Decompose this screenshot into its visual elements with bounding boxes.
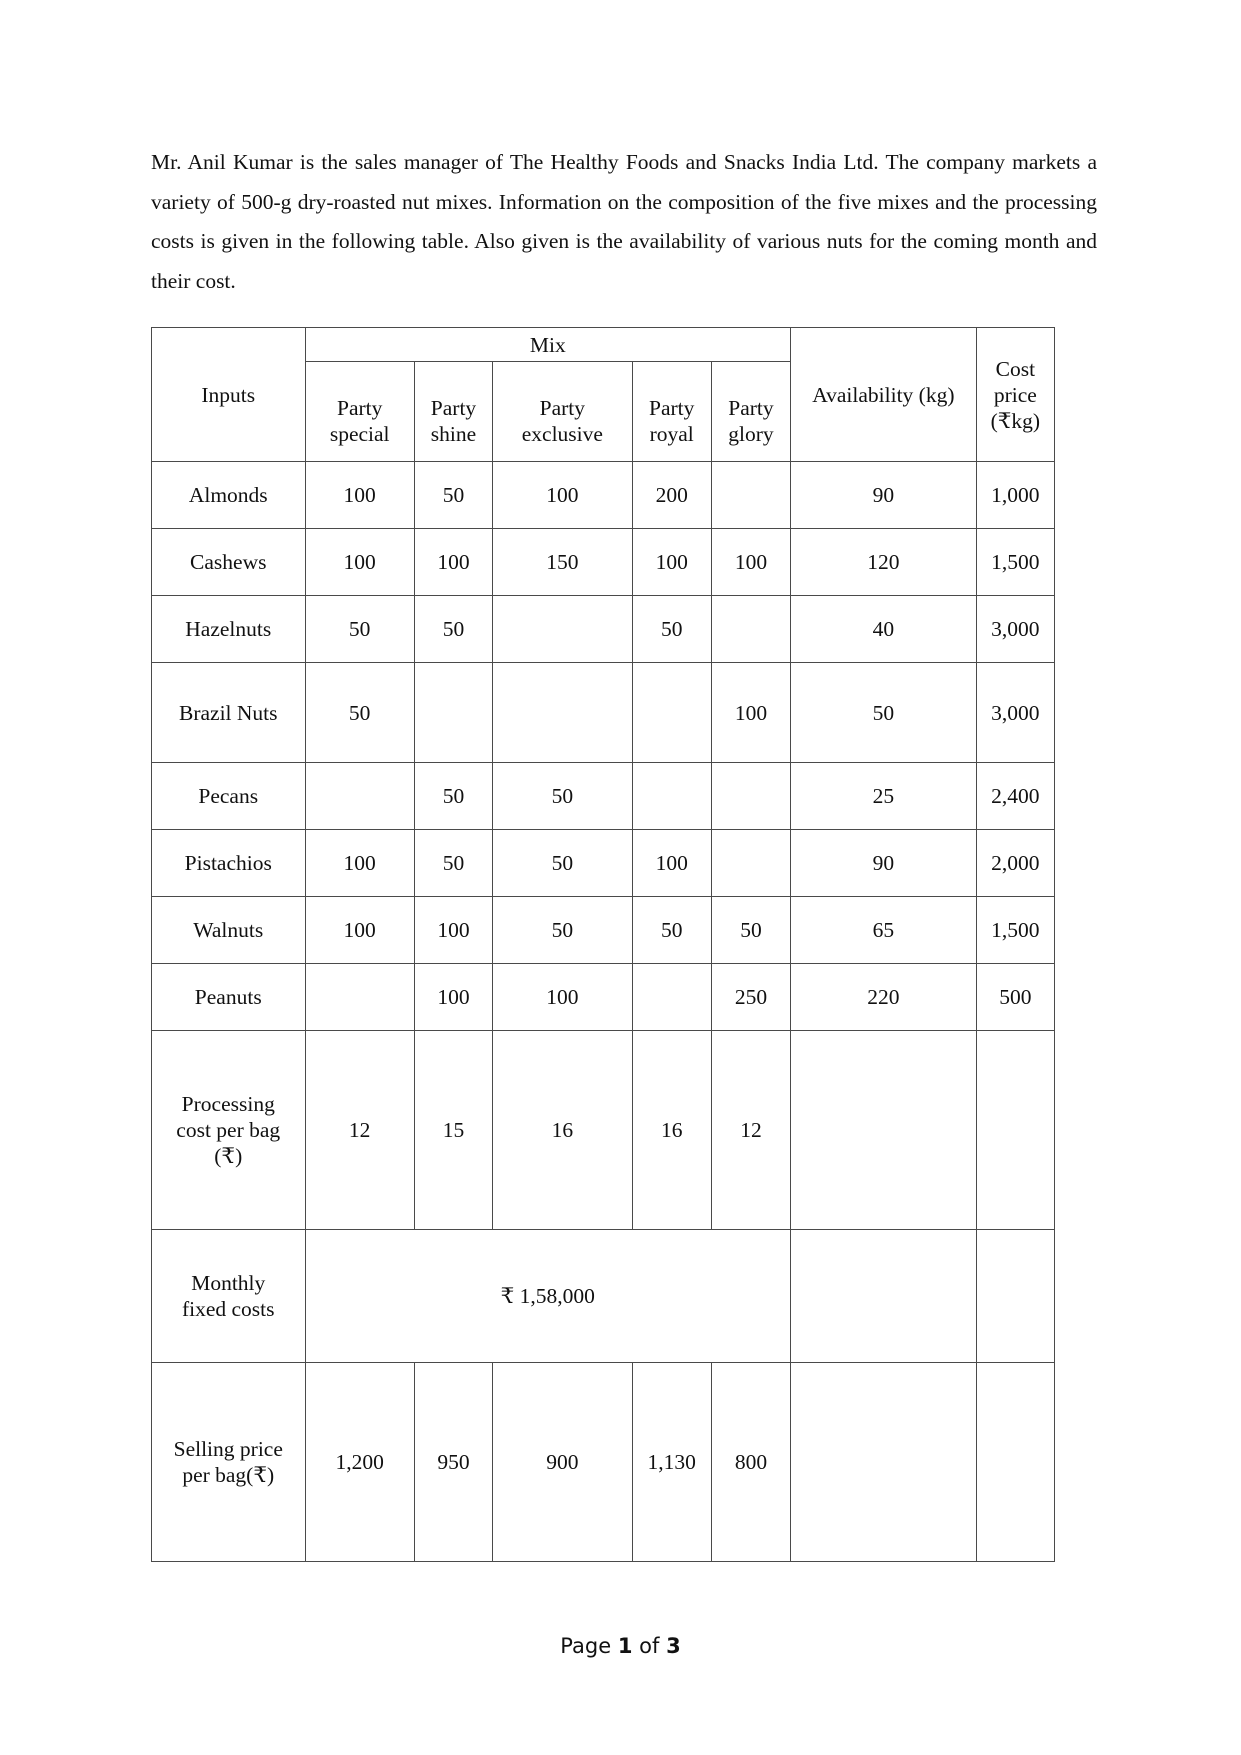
table-row-walnuts <box>152 897 1055 964</box>
cell-empty <box>976 1031 1054 1230</box>
mix-name-line1: Party <box>430 395 477 420</box>
cell-value <box>493 596 632 663</box>
cell-availability: 50 <box>791 663 977 763</box>
cell-value <box>632 763 711 830</box>
cell-value: 100 <box>711 663 790 763</box>
cell-value: 50 <box>414 462 492 529</box>
mix-name-line1: Party <box>728 395 774 420</box>
intro-paragraph: Mr. Anil Kumar is the sales manager of The Healthy Foods and Snacks India Ltd. The company markets a variety of 500-g dry-roasted nut mixes. Information on the composition of the five mixes and the processing costs is given in the following table. Also given is the availability of various nuts for the coming month and their cost. <box>151 150 1097 293</box>
cell-value: 100 <box>493 964 632 1031</box>
row-label: Peanuts <box>152 964 306 1031</box>
cell-availability: 40 <box>791 596 977 663</box>
cell-value: 100 <box>711 529 790 596</box>
cell-value: 100 <box>632 830 711 897</box>
mix-name-line2: exclusive <box>521 421 603 446</box>
row-label: Hazelnuts <box>152 596 306 663</box>
cell-value: 12 <box>711 1031 790 1230</box>
header-inputs: Inputs <box>152 328 306 462</box>
label-line3: (₹) <box>214 1144 243 1168</box>
cell-availability: 25 <box>791 763 977 830</box>
cell-value: 100 <box>305 529 414 596</box>
mix-name-line2: shine <box>430 421 477 446</box>
cell-value: 800 <box>711 1363 790 1562</box>
cell-value <box>305 763 414 830</box>
cell-value: 200 <box>632 462 711 529</box>
cell-value: 50 <box>414 830 492 897</box>
table-row-brazil-nuts <box>152 663 1055 763</box>
mix-name-line2: glory <box>728 421 774 446</box>
cell-value: 12 <box>305 1031 414 1230</box>
cell-cost: 3,000 <box>976 663 1054 763</box>
label-line1: Processing <box>181 1092 275 1116</box>
cell-cost: 1,500 <box>976 529 1054 596</box>
footer-current-page: 1 <box>617 1634 633 1658</box>
cell-value: 100 <box>493 462 632 529</box>
page-footer <box>0 1634 1241 1658</box>
cell-value: 100 <box>632 529 711 596</box>
header-mix-party-exclusive <box>493 362 632 462</box>
table-row-cashews <box>152 529 1055 596</box>
cell-value: 50 <box>493 897 632 964</box>
cell-fixed-cost-value: ₹ 1,58,000 <box>305 1230 791 1363</box>
cell-value: 50 <box>493 830 632 897</box>
row-label-processing <box>152 1031 306 1230</box>
cell-availability: 90 <box>791 830 977 897</box>
row-label-selling <box>152 1363 306 1562</box>
cell-value: 50 <box>632 897 711 964</box>
footer-total-pages: 3 <box>666 1634 681 1658</box>
cell-value: 16 <box>632 1031 711 1230</box>
cell-value: 1,200 <box>305 1363 414 1562</box>
mix-name-line1: Party <box>539 395 586 420</box>
row-label: Brazil Nuts <box>152 663 306 763</box>
cell-value: 1,130 <box>632 1363 711 1562</box>
cell-value <box>711 830 790 897</box>
cell-value: 100 <box>414 964 492 1031</box>
cell-cost: 2,000 <box>976 830 1054 897</box>
row-label: Pecans <box>152 763 306 830</box>
table-row-fixed-costs <box>152 1230 1055 1363</box>
row-label: Cashews <box>152 529 306 596</box>
cell-value: 100 <box>414 529 492 596</box>
cell-value: 50 <box>414 596 492 663</box>
cell-value: 50 <box>711 897 790 964</box>
cell-cost: 3,000 <box>976 596 1054 663</box>
header-mix-party-royal <box>632 362 711 462</box>
header-cost-line2: price <box>993 382 1037 407</box>
table-row-peanuts <box>152 964 1055 1031</box>
header-cost-line1: Cost <box>995 356 1036 381</box>
table-row-pistachios <box>152 830 1055 897</box>
cell-empty <box>976 1363 1054 1562</box>
cell-value: 15 <box>414 1031 492 1230</box>
cell-value: 50 <box>414 763 492 830</box>
row-label: Pistachios <box>152 830 306 897</box>
cell-empty <box>791 1031 977 1230</box>
mix-name-line1: Party <box>336 395 383 420</box>
cell-value <box>414 663 492 763</box>
table-row-pecans <box>152 763 1055 830</box>
header-mix-party-special <box>305 362 414 462</box>
header-row-1 <box>152 328 1055 362</box>
header-cost-price <box>976 328 1054 462</box>
mix-name-line2: special <box>329 421 390 446</box>
cell-value <box>305 964 414 1031</box>
cell-empty <box>976 1230 1054 1363</box>
cell-value <box>711 462 790 529</box>
cell-value <box>632 663 711 763</box>
label-line1: Selling price <box>173 1437 283 1461</box>
cell-value: 50 <box>632 596 711 663</box>
cell-cost: 2,400 <box>976 763 1054 830</box>
cell-availability: 65 <box>791 897 977 964</box>
table-row-almonds <box>152 462 1055 529</box>
table-row-hazelnuts <box>152 596 1055 663</box>
header-mix-group: Mix <box>305 328 791 362</box>
table-row-processing-cost <box>152 1031 1055 1230</box>
cell-value <box>493 663 632 763</box>
cell-value: 100 <box>305 830 414 897</box>
cell-cost: 1,500 <box>976 897 1054 964</box>
nut-mix-table <box>151 327 1055 1562</box>
cell-value: 100 <box>414 897 492 964</box>
cell-availability: 220 <box>791 964 977 1031</box>
label-line2: cost per bag <box>176 1118 281 1142</box>
cell-cost: 500 <box>976 964 1054 1031</box>
footer-of-word: of <box>639 1634 660 1658</box>
label-line2: fixed costs <box>181 1297 275 1321</box>
header-availability: Availability (kg) <box>791 328 977 462</box>
cell-value: 150 <box>493 529 632 596</box>
cell-empty <box>791 1230 977 1363</box>
row-label: Almonds <box>152 462 306 529</box>
cell-value <box>632 964 711 1031</box>
cell-value: 100 <box>305 462 414 529</box>
cell-availability: 90 <box>791 462 977 529</box>
cell-cost: 1,000 <box>976 462 1054 529</box>
cell-value: 16 <box>493 1031 632 1230</box>
cell-value: 50 <box>493 763 632 830</box>
header-mix-party-glory <box>711 362 790 462</box>
cell-value: 100 <box>305 897 414 964</box>
header-mix-party-shine <box>414 362 492 462</box>
cell-value: 900 <box>493 1363 632 1562</box>
cell-value <box>711 763 790 830</box>
mix-name-line1: Party <box>648 395 695 420</box>
row-label-fixed <box>152 1230 306 1363</box>
cell-value: 50 <box>305 663 414 763</box>
cell-value: 50 <box>305 596 414 663</box>
table-row-selling-price <box>152 1363 1055 1562</box>
label-line2: per bag(₹) <box>182 1463 275 1487</box>
cell-value <box>711 596 790 663</box>
cell-empty <box>791 1363 977 1562</box>
header-cost-line3: (₹kg) <box>990 408 1041 433</box>
cell-value: 250 <box>711 964 790 1031</box>
row-label: Walnuts <box>152 897 306 964</box>
cell-value: 950 <box>414 1363 492 1562</box>
footer-page-word: Page <box>560 1634 612 1658</box>
cell-availability: 120 <box>791 529 977 596</box>
mix-name-line2: royal <box>649 421 694 446</box>
label-line1: Monthly <box>191 1271 266 1295</box>
